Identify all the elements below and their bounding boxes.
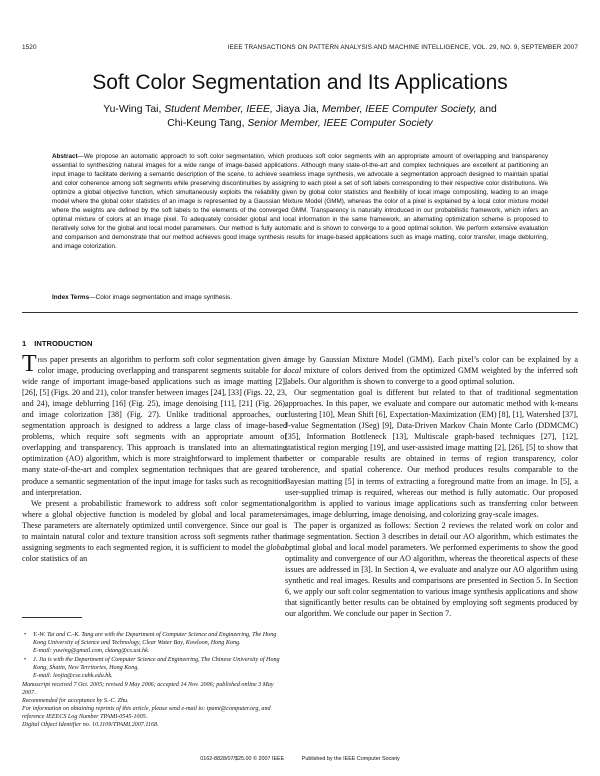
footnote-reprints: For information on obtaining reprints of this article, please send e-mail to: tpami@computer.org, and reference IEEECS Log Number TPAMI-0545-1005. (22, 705, 271, 720)
intro-paragraph-2: We present a probabilistic framework to address soft color segmentation, where a global objective function is modeled by global and local parameters. These parameters are alternately optimized until convergence. Since our goal is to maintain natural color and texture transition across soft segments rather than assigning segments to each segmented region, it is sufficient to model the global color statistics of an (22, 498, 287, 563)
page-number: 1520 (22, 44, 37, 51)
author-3-name: Chi-Keung Tang, (167, 118, 245, 129)
footnotes (22, 631, 287, 729)
abstract-label: Abstract (52, 153, 78, 160)
journal-header: IEEE TRANSACTIONS ON PATTERN ANALYSIS AND MACHINE INTELLIGENCE, VOL. 29, NO. 9, SEPTEMBER 2007 (227, 44, 578, 51)
drop-cap-continuation: his (37, 355, 48, 364)
author-conjunction: and (479, 104, 497, 115)
abstract (52, 152, 548, 252)
footnote-divider (22, 617, 82, 618)
intro-paragraph-4: Our segmentation goal is different but related to that of traditional segmentation approaches. In this paper, we evaluate and compare our automatic method with k-means clustering [10], Mean Shift [6], Expectation-Maximization (EM) [8], [1], Watershed [37], J-value Segmentation (JSeg) [9], Data-Driven Markov Chain Monte Carlo (DDMCMC) [35], Information Bottleneck [13], Multiscale graph-based techniques [27], [12], statistical region merging [19], and user-assisted image matting [2], [26], [5] to show that better or comparable results are obtained in terms of region transparency, color coherence, and spatial coherence. Our method produces results comparable to the Bayesian matting [5] in terms of extracting a foreground matte from an image. In [5], a user-supplied trimap is required, whereas our method is fully automatic. Our proposed algorithm is applied to various image applications such as transferring color between images, image deblurring, image denoising, and colorizing gray-scale images. (285, 388, 578, 519)
footnote-doi: Digital Object Identifier no. 10.1109/TPAMI.2007.1168. (22, 722, 159, 729)
footnote-email-1: E-mail: yuwing@gmail.com, cktang@cs.ust.hk. (33, 648, 150, 655)
author-1-name: Yu-Wing Tai, (103, 104, 162, 115)
footer-copyright: 0162-8828/07/$25.00 © 2007 IEEE (200, 756, 285, 762)
paper-title: Soft Color Segmentation and Its Applications (92, 71, 508, 94)
drop-cap: T (22, 351, 37, 377)
page-footer (22, 756, 578, 762)
footnote-manuscript: Manuscript received 7 Oct. 2005; revised 9 May 2006; accepted 14 Nov. 2006; published online 3 May 2007. (22, 681, 274, 696)
index-terms-label: Index Terms (52, 294, 90, 301)
left-column (22, 351, 287, 564)
intro-paragraph-1: This paper presents an algorithm to perform soft color segmentation given a color image, producing overlapping and transparent segments suitable for a wide range of important image-based applications such as image matting [2], [26], [5] (Figs. 20 and 21), color transfer between images [24], [33] (Figs. 22, 23, and 24), image deblurring [16] (Fig. 25), image denoising [11], [21] (Fig. 26), and image colorization [38] (Fig. 27). Unlike traditional approaches, our segmentation approach is designed to address a large class of image-based problems, which require soft segments with an appropriate amount of overlapping and transparency. This approach is translated into an alternating optimization (AO) algorithm, which is more straightforward to implement than many state-of-the-art and complex segmentation techniques that are geared to produce a semantic segmentation of the input image for tasks such as recognition and interpretation. (22, 351, 287, 497)
section-heading (22, 339, 92, 348)
author-2-name: Jiaya Jia, (275, 104, 320, 115)
intro-paragraph-5: The paper is organized as follows: Section 2 reviews the related work on color and image segmentation. Section 3 describes in detail our AO algorithm, which estimates the optimal global and local model parameters. We performed experiments to show the good optimality and convergence of our AO algorithm, whereas the theoretical aspects of these issues are addressed in [3]. In Section 4, we evaluate and analyze our AO algorithm using synthetic and real images. Results and comparisons are presented in Section 5. In Section 6, we apply our soft color segmentation to various image synthesis applications and show that significantly better results can be obtained by employing soft segments produced by our algorithm. We conclude our paper in Section 7. (285, 520, 578, 619)
intro-paragraph-3: image by Gaussian Mixture Model (GMM). Each pixel’s color can be explained by a local mixture of colors derived from the optimized GMM weighted by the inferred soft labels. Our algorithm is shown to converge to a good optimal solution. (285, 355, 578, 387)
author-1-role: Student Member, IEEE, (164, 104, 273, 115)
footnote-affiliation-2: • J. Jia is with the Department of Computer Science and Engineering, The Chinese University of Hong Kong, Shatin, New Territories, Hong Kong. E-mail: leojia@cse.cuhk.edu.hk. (24, 656, 280, 679)
author-3-role: Senior Member, IEEE Computer Society (247, 118, 433, 129)
author-list (40, 103, 560, 131)
author-2-role: Member, IEEE Computer Society, (321, 104, 477, 115)
footnote-affiliation-1: • Y.-W. Tai and C.-K. Tang are with the Department of Computer Science and Engineering, The Hong Kong University of Science and Technology, Clear Water Bay, Kowloon, Hong Kong. E-mail: yuwing@gmail.com, cktang@cs.ust.hk. (24, 632, 277, 655)
footer-publisher: Published by the IEEE Computer Society (301, 756, 400, 762)
right-column (285, 354, 578, 619)
divider (22, 312, 578, 313)
section-number: 1 (22, 339, 27, 348)
running-header (22, 44, 578, 54)
section-title: INTRODUCTION (34, 339, 93, 348)
footnote-recommended: Recommended for acceptance by S.-C. Zhu. (22, 697, 129, 704)
index-terms-text: —Color image segmentation and image synthesis. (89, 294, 232, 301)
index-terms (52, 294, 548, 301)
abstract-text: —We propose an automatic approach to soft color segmentation, which produces soft color segments with an appropriate amount of overlapping and transparency essential to synthesizing natural images for a wide range of image-based applications. Although many state-of-the-art and complex techniques are excellent at partitioning an input image to facilitate deriving a semantic description of the scene, to achieve seamless image synthesis, we advocate a segmentation approach designed to maintain spatial and color coherence among soft segments while preserving discontinuities by assigning to each pixel a set of soft labels corresponding to their respective color distributions. We optimize a global objective function, which simultaneously exploits the reliability given by global color statistics and flexibility of local image compositing, leading to an image model where the global color statistics of an image is represented by a Gaussian Mixture Model (GMM), whereas the color of a pixel is explained by a local color mixture model where the weights are defined by the soft labels to the elements of the converged GMM. Transparency is naturally introduced in our probabilistic framework, which infers an optimal mixture of colors at an image pixel. To adequately consider global and local information in the same framework, an alternating optimization scheme is proposed to iteratively solve for the global and local model parameters. Our method is fully automatic and is shown to converge to a good optimal solution. We perform extensive evaluation and comparison and demonstrate that our method achieves good image synthesis results for image-based applications such as image matting, color transfer, image deblurring, and image colorization. (52, 153, 548, 251)
footnote-email-2: E-mail: leojia@cse.cuhk.edu.hk. (33, 672, 113, 679)
